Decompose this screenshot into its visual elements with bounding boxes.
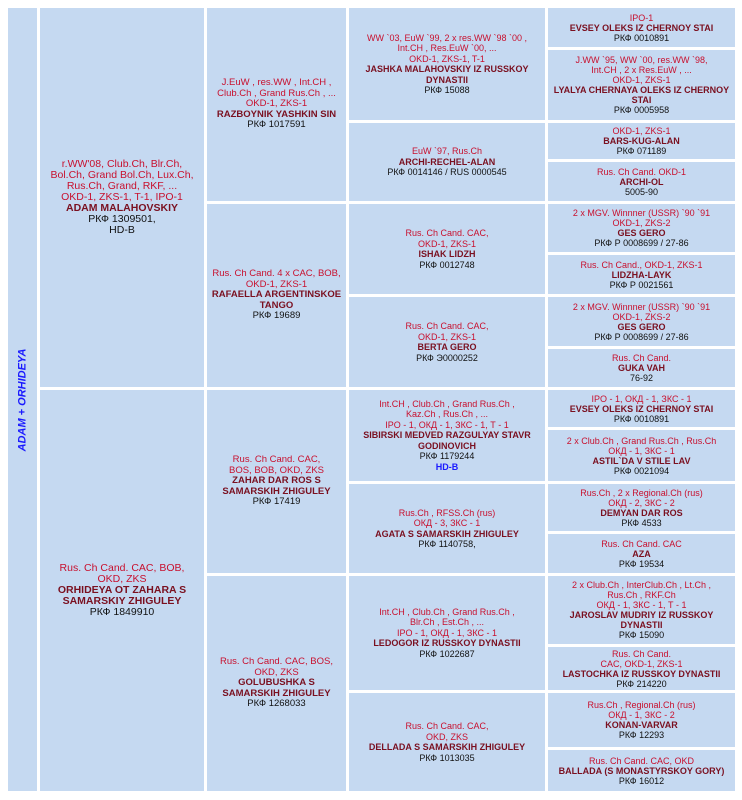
dog-titles: OKD, ZKS: [254, 666, 299, 678]
dog-titles: ОКД - 3, ЗКС - 1: [413, 518, 481, 528]
grandparent-cell: [207, 390, 346, 573]
dog-titles: Rus. Ch Cand. CAC: [601, 538, 682, 549]
dog-registration: РКФ 19689: [252, 310, 301, 322]
dog-name: ARCHI-OL: [619, 176, 664, 187]
dog-titles: Bol.Ch, Grand Bol.Ch, Lux.Ch,: [50, 169, 194, 181]
hip-dysplasia-grade: HD-B: [109, 224, 135, 236]
dog-registration: РКФ 1140758,: [418, 539, 476, 549]
dog-titles: Rus. Ch Cand.: [611, 648, 672, 659]
grandparent-cell: [207, 576, 346, 791]
dog-name: GES GERO: [617, 321, 666, 332]
dog-registration: РКФ 15090: [618, 630, 665, 640]
dog-titles: OKD-1, ZKS-1, T-1, IPO-1: [61, 191, 183, 203]
dog-registration: РКФ 1017591: [247, 119, 306, 131]
dog-titles: OKD-1, ZKS-1: [417, 238, 476, 249]
dog-name: LASTOCHKA IZ RUSSKOY DYNASTII: [562, 668, 721, 679]
dog-titles: Rus.Ch , RKF.Ch: [607, 590, 676, 600]
dam-cell: [40, 390, 204, 791]
great-great-grandparent-cell: [548, 693, 735, 747]
dog-titles: Rus.Ch , 2 x Regional.Ch (rus): [580, 487, 703, 498]
dog-titles: IPO - 1, ОКД - 1, ЗКС - 1: [397, 627, 497, 638]
dog-registration: РКФ 214220: [616, 678, 667, 689]
dog-name: LIDZHA-LAYK: [611, 269, 672, 280]
great-great-grandparent-cell: [548, 390, 735, 427]
great-grandparent-cell: [349, 123, 545, 201]
dog-name: ARCHI-RECHEL-ALAN: [398, 156, 496, 167]
dog-name: BARS-KUG-ALAN: [603, 136, 680, 146]
great-great-grandparent-cell: [548, 647, 735, 690]
dog-registration: РКФ 0005958: [613, 105, 670, 115]
dog-titles: OKD-1, ZKS-2: [612, 218, 671, 228]
great-great-grandparent-cell: [548, 430, 735, 481]
dog-registration: РКФ 15088: [424, 85, 470, 95]
dog-titles: Rus. Ch Cand. CAC, BOB,: [59, 562, 185, 574]
great-grandparent-cell: [349, 576, 545, 690]
dog-titles: Rus. Ch Cand. CAC,: [232, 454, 321, 466]
dog-registration: РКФ 1309501,: [88, 213, 156, 225]
great-great-grandparent-cell: [548, 50, 735, 120]
dog-name: JASHKA MALAHOVSKIY IZ RUSSKOY DYNASTII: [365, 64, 529, 85]
dog-titles: EuW `97, Rus.Ch: [411, 146, 483, 157]
dog-titles: OKD, ZKS: [97, 573, 147, 585]
dog-titles: OKD-1, ZKS-1: [245, 278, 308, 290]
dog-titles: Int.CH , Club.Ch , Grand Rus.Ch ,: [379, 398, 515, 409]
dog-titles: Rus.Ch , Regional.Ch (rus): [587, 700, 696, 710]
great-grandparent-cell: [349, 484, 545, 573]
dog-titles: CAC, OKD-1, ZKS-1: [600, 658, 683, 669]
great-great-grandparent-cell: [548, 204, 735, 252]
dog-name: ADAM MALAHOVSKIY: [66, 202, 178, 214]
dog-registration: РКФ 071189: [616, 146, 667, 156]
dog-name: GUKA VAH: [618, 363, 665, 373]
dog-titles: IPO-1: [629, 12, 654, 23]
great-great-grandparent-cell: [548, 534, 735, 573]
dog-name: ZAHAR DAR ROS S SAMARSKIH ZHIGULEY: [222, 475, 331, 497]
dog-registration: РКФ Р 0021561: [609, 279, 674, 290]
dog-titles: J.WW `95, WW `00, res.WW `98,: [575, 55, 708, 65]
dog-name: AZA: [632, 548, 651, 559]
dog-titles: Blr.Ch , Est.Ch , ...: [409, 617, 485, 628]
dog-name: GES GERO: [617, 228, 666, 238]
dog-titles: Int.CH , Res.EuW `00, ...: [397, 43, 497, 53]
dog-registration: 5005-90: [624, 186, 659, 197]
dog-name: EVSEY OLEKS IZ CHERNOY STAI: [569, 403, 714, 414]
dog-registration: РКФ 0010891: [613, 413, 670, 424]
dog-registration: РКФ 19534: [618, 558, 665, 569]
dog-titles: 2 x Club.Ch , InterClub.Ch , Lt.Ch ,: [571, 580, 712, 590]
great-great-grandparent-cell: [548, 123, 735, 159]
dog-titles: J.EuW , res.WW , Int.CH ,: [221, 77, 332, 89]
dog-name: BERTA GERO: [417, 342, 477, 352]
dog-name: DELLADA S SAMARSKIH ZHIGULEY: [368, 742, 526, 752]
dog-titles: Rus. Ch Cand. CAC, BOS,: [220, 656, 333, 668]
dog-titles: OKD-1, ZKS-1: [612, 75, 671, 85]
dog-titles: OKD-1, ZKS-2: [612, 311, 671, 322]
dog-name: RAZBOYNIK YASHKIN SIN: [216, 108, 337, 120]
sire-cell: [40, 8, 204, 387]
dog-registration: РКФ Э0000252: [416, 352, 478, 363]
dog-registration: РКФ 0021094: [613, 465, 670, 476]
dog-name: BALLADA (S MONASTYRSKOY GORY): [558, 765, 725, 776]
great-great-grandparent-cell: [548, 750, 735, 791]
great-grandparent-cell: [349, 693, 545, 791]
dog-titles: Rus. Ch Cand., OKD-1, ZKS-1: [580, 259, 703, 270]
dog-registration: РКФ 0014146 / RUS 0000545: [387, 167, 507, 178]
dog-name: SIBIRSKI MEDVED RAZGULYAY STAVR GODINOVICH: [363, 430, 531, 451]
dog-titles: BOS, BOB, OKD, ZKS: [228, 464, 325, 476]
dog-titles: ОКД - 1, ЗКС - 1: [608, 445, 675, 456]
dog-name: RAFAELLA ARGENTINSKOE TANGO: [211, 289, 342, 311]
dog-name: KONAN-VARVAR: [605, 720, 678, 730]
dog-titles: Rus. Ch Cand.: [611, 353, 672, 363]
great-great-grandparent-cell: [548, 484, 735, 531]
dog-titles: ОКД - 2, ЗКС - 2: [608, 497, 675, 508]
dog-registration: РКФ 1022687: [419, 648, 475, 659]
dog-name: ORHIDEYA OT ZAHARA S SAMARSKIY ZHIGULEY: [57, 584, 187, 607]
dog-titles: Rus. Ch Cand. CAC,: [405, 321, 489, 331]
dog-name: AGATA S SAMARSKIH ZHIGULEY: [375, 528, 519, 539]
great-grandparent-cell: [349, 297, 545, 387]
dog-titles: Rus. Ch Cand. CAC,: [405, 228, 489, 238]
dog-titles: WW `03, EuW `99, 2 x res.WW `98 `00 ,: [366, 32, 528, 43]
dog-titles: Rus.Ch, Grand, RKF, ...: [66, 180, 178, 192]
dog-name: DEMYAN DAR ROS: [600, 507, 683, 518]
dog-registration: РКФ 1849910: [89, 606, 155, 618]
dog-registration: РКФ 4533: [621, 517, 662, 528]
great-great-grandparent-cell: [548, 297, 735, 346]
dog-titles: Rus. Ch Cand. CAC, OKD: [588, 755, 695, 766]
dog-name: ASTIL`DA V STILE LAV: [592, 455, 691, 466]
dog-titles: ОКД - 1, ЗКС - 2: [608, 710, 675, 720]
great-great-grandparent-cell: [548, 162, 735, 201]
dog-titles: Club.Ch , Grand Rus.Ch , ...: [217, 87, 336, 99]
pedigree-title-cell: [8, 8, 37, 791]
dog-titles: OKD-1, ZKS-1: [417, 331, 476, 342]
great-great-grandparent-cell: [548, 349, 735, 387]
dog-titles: Rus. Ch Cand. OKD-1: [596, 166, 687, 177]
grandparent-cell: [207, 204, 346, 387]
dog-name: JAROSLAV MUDRIY IZ RUSSKOY DYNASTII: [569, 610, 714, 630]
dog-registration: РКФ 0010891: [613, 32, 670, 43]
dog-titles: Int.CH , Club.Ch , Grand Rus.Ch ,: [379, 606, 515, 617]
dog-titles: IPO - 1, ОКД - 1, ЗКС - 1: [591, 393, 692, 404]
dog-name: LEDOGOR IZ RUSSKOY DYNASTII: [373, 638, 521, 649]
dog-name: GOLUBUSHKA S SAMARSKIH ZHIGULEY: [222, 677, 331, 699]
dog-registration: РКФ 0012748: [419, 259, 475, 270]
dog-titles: Rus. Ch Cand. 4 x CAC, BOB,: [212, 268, 341, 280]
dog-registration: РКФ 1013035: [419, 752, 475, 763]
great-great-grandparent-cell: [548, 8, 735, 47]
dog-registration: РКФ Р 0008699 / 27-86: [594, 331, 689, 342]
great-great-grandparent-cell: [548, 576, 735, 644]
dog-titles: 2 x MGV. Winnner (USSR) `90 `91: [572, 208, 711, 218]
dog-titles: IPO - 1, ОКД - 1, ЗКС - 1, Т - 1: [385, 419, 509, 430]
dog-titles: Rus.Ch , RFSS.Ch (rus): [398, 507, 496, 518]
dog-titles: Rus. Ch Cand. CAC,: [405, 721, 489, 731]
dog-titles: Int.CH , 2 x Res.EuW , ...: [591, 65, 692, 75]
dog-name: LYALYA CHERNAYA OLEKS IZ CHERNOY STAI: [553, 85, 730, 105]
dog-registration: РКФ 1268033: [247, 698, 306, 710]
dog-titles: Kaz.Ch , Rus.Ch , ...: [405, 409, 489, 420]
great-grandparent-cell: [349, 8, 545, 120]
dog-name: EVSEY OLEKS IZ CHERNOY STAI: [569, 22, 714, 33]
dog-name: ISHAK LIDZH: [418, 249, 476, 259]
dog-registration: РКФ 17419: [252, 496, 301, 508]
dog-registration: РКФ 1179244: [419, 451, 475, 462]
dog-registration: РКФ 16012: [618, 775, 665, 786]
dog-titles: OKD-1, ZKS-1: [612, 126, 671, 136]
dog-titles: 2 x Club.Ch , Grand Rus.Ch , Rus.Ch: [566, 435, 717, 446]
pedigree-title: ADAM + ORHIDEYA: [16, 348, 29, 451]
dog-registration: РКФ Р 0008699 / 27-86: [594, 238, 689, 248]
great-great-grandparent-cell: [548, 255, 735, 294]
dog-registration: РКФ 12293: [618, 730, 665, 740]
dog-titles: ОКД - 1, ЗКС - 1, Т - 1: [596, 600, 687, 610]
grandparent-cell: [207, 8, 346, 201]
dog-titles: 2 x MGV. Winnner (USSR) `90 `91: [572, 301, 711, 312]
dog-titles: OKD, ZKS: [425, 731, 468, 742]
great-grandparent-cell: [349, 204, 545, 294]
dog-titles: OKD-1, ZKS-1, T-1: [409, 53, 485, 64]
dog-registration: 76-92: [629, 373, 654, 383]
hip-dysplasia-grade: HD-B: [435, 461, 459, 472]
great-grandparent-cell: [349, 390, 545, 481]
dog-titles: OKD-1, ZKS-1: [245, 98, 308, 110]
dog-titles: r.WW'08, Club.Ch, Blr.Ch,: [61, 158, 183, 170]
